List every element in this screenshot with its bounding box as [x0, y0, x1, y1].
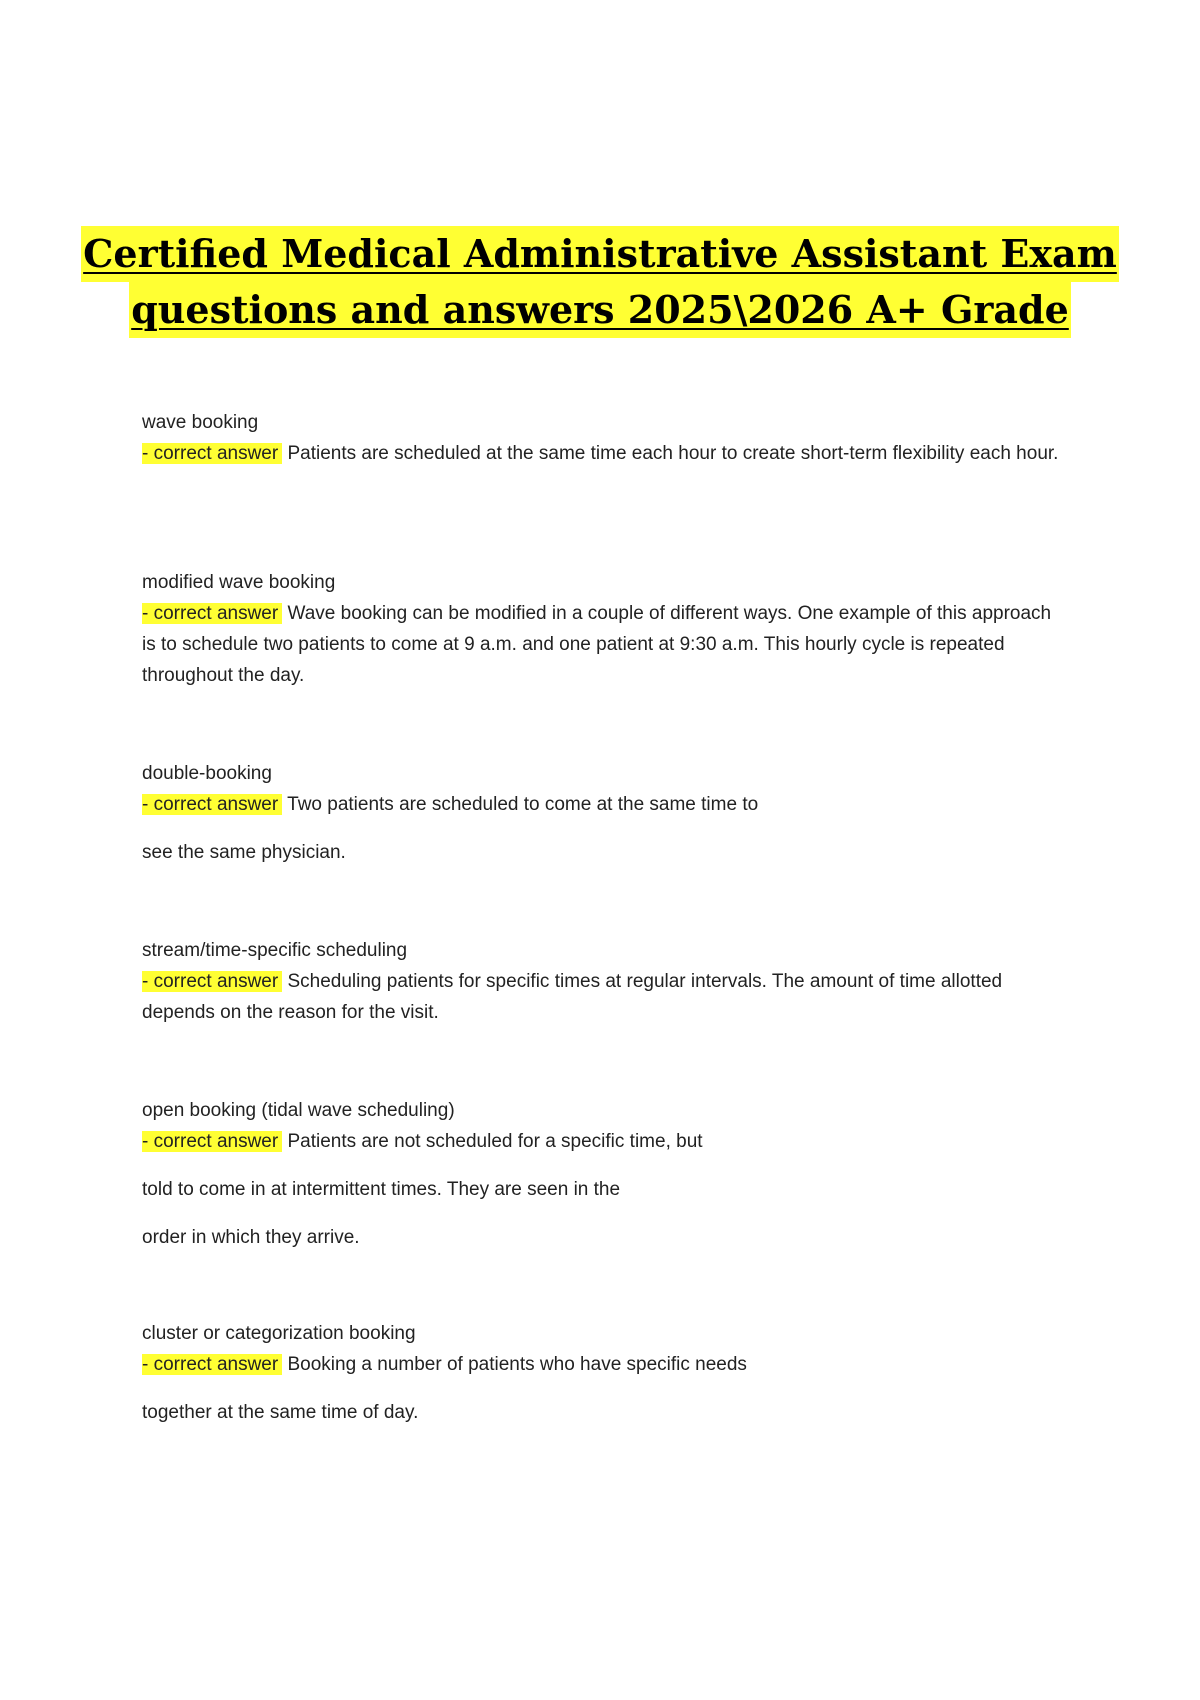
- answer-text: [142, 603, 1051, 686]
- answer-text: [142, 443, 1058, 464]
- title-line-1: Certified Medical Administrative Assistant Exam: [81, 226, 1119, 282]
- title-line-2: questions and answers 2025\2026 A+ Grade: [129, 282, 1071, 338]
- qa-entry-modified-wave-booking: [142, 567, 1062, 691]
- qa-entry-wave-booking: [142, 407, 1062, 469]
- answer-text: [142, 971, 1002, 1023]
- answer-line: [142, 789, 1062, 820]
- correct-answer-label: - correct answer: [142, 1354, 282, 1375]
- document-title: [0, 226, 1200, 338]
- qa-entry-open-booking: [142, 1095, 1062, 1253]
- answer-line: together at the same time of day.: [142, 1402, 419, 1423]
- question-term: double-booking: [142, 763, 272, 784]
- correct-answer-label: - correct answer: [142, 1131, 282, 1152]
- answer-body: Patients are scheduled at the same time each hour to create short-term flexibility each hour.: [287, 443, 1059, 464]
- qa-entry-double-booking: [142, 758, 1062, 868]
- answer-line: told to come in at intermittent times. They are seen in the: [142, 1179, 621, 1200]
- answer-line: [142, 1349, 1062, 1380]
- answer-line: order in which they arrive.: [142, 1227, 360, 1248]
- correct-answer-label: - correct answer: [142, 971, 282, 992]
- question-term: open booking (tidal wave scheduling): [142, 1100, 455, 1121]
- answer-body: Two patients are scheduled to come at the same time to: [287, 794, 759, 815]
- question-term: cluster or categorization booking: [142, 1323, 416, 1344]
- answer-body: Patients are not scheduled for a specific time, but: [287, 1131, 703, 1152]
- qa-entry-stream-scheduling: [142, 935, 1062, 1028]
- answer-line: [142, 1126, 1062, 1157]
- correct-answer-label: - correct answer: [142, 603, 282, 624]
- answer-body: Wave booking can be modified in a couple of different ways. One example of this approach is to schedule two patients to come at 9 a.m. and one patient at 9:30 a.m. This hourly cycle is repeated throughout the day.: [142, 603, 1052, 686]
- answer-body: Scheduling patients for specific times at regular intervals. The amount of time allotted depends on the reason for the visit.: [142, 971, 1003, 1023]
- question-term: modified wave booking: [142, 572, 336, 593]
- answer-line: see the same physician.: [142, 842, 346, 863]
- correct-answer-label: - correct answer: [142, 443, 282, 464]
- question-term: stream/time-specific scheduling: [142, 940, 408, 961]
- qa-entry-cluster-booking: [142, 1318, 1062, 1428]
- correct-answer-label: - correct answer: [142, 794, 282, 815]
- answer-body: Booking a number of patients who have specific needs: [287, 1354, 747, 1375]
- question-term: wave booking: [142, 412, 259, 433]
